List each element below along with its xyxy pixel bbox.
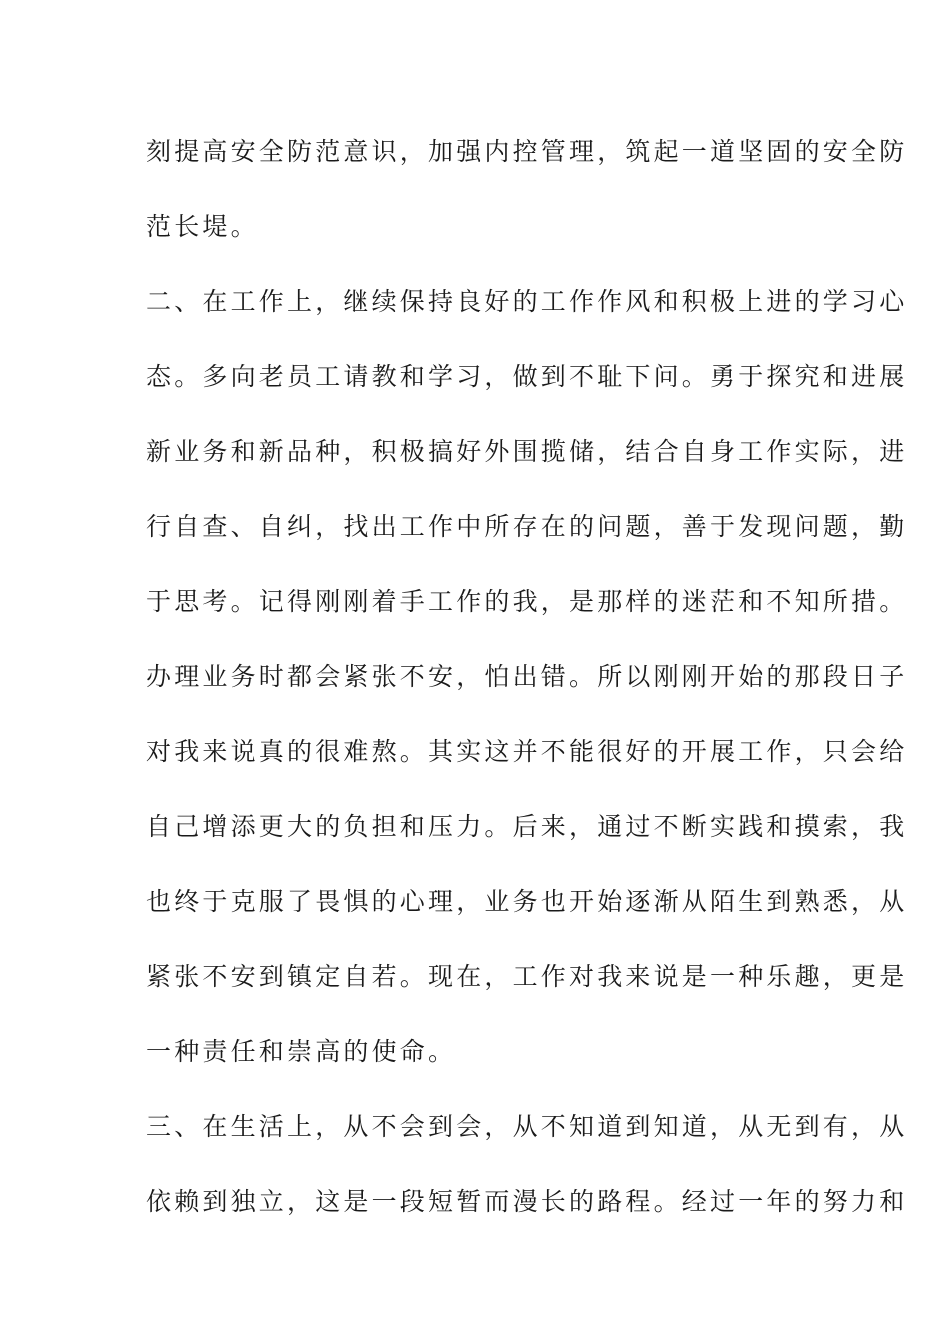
body-text (146, 130, 908, 1255)
text-line-3: 二、在工作上，继续保持良好的工作作风和积极上进的学习心 (146, 287, 908, 316)
text-line-1: 刻提高安全防范意识，加强内控管理，筑起一道坚固的安全防 (146, 137, 908, 166)
text-line-4: 态。多向老员工请教和学习，做到不耻下问。勇于探究和进展 (146, 362, 908, 391)
text-line-12: 紧张不安到镇定自若。现在，工作对我来说是一种乐趣，更是 (146, 962, 908, 991)
text-line-15: 依赖到独立，这是一段短暂而漫长的路程。经过一年的努力和 (146, 1187, 908, 1216)
text-line-11: 也终于克服了畏惧的心理，业务也开始逐渐从陌生到熟悉，从 (146, 887, 908, 916)
text-line-5: 新业务和新品种，积极搞好外围揽储，结合自身工作实际，进 (146, 437, 908, 466)
text-line-9: 对我来说真的很难熬。其实这并不能很好的开展工作，只会给 (146, 737, 908, 766)
text-line-14: 三、在生活上，从不会到会，从不知道到知道，从无到有，从 (146, 1112, 908, 1141)
text-line-7: 于思考。记得刚刚着手工作的我，是那样的迷茫和不知所措。 (146, 587, 908, 616)
text-line-10: 自己增添更大的负担和压力。后来，通过不断实践和摸索，我 (146, 812, 908, 841)
text-line-13: 一种责任和崇高的使命。 (146, 1037, 457, 1066)
text-line-2: 范长堤。 (146, 212, 259, 241)
text-line-8: 办理业务时都会紧张不安，怕出错。所以刚刚开始的那段日子 (146, 662, 908, 691)
text-line-6: 行自查、自纠，找出工作中所存在的问题，善于发现问题，勤 (146, 512, 908, 541)
